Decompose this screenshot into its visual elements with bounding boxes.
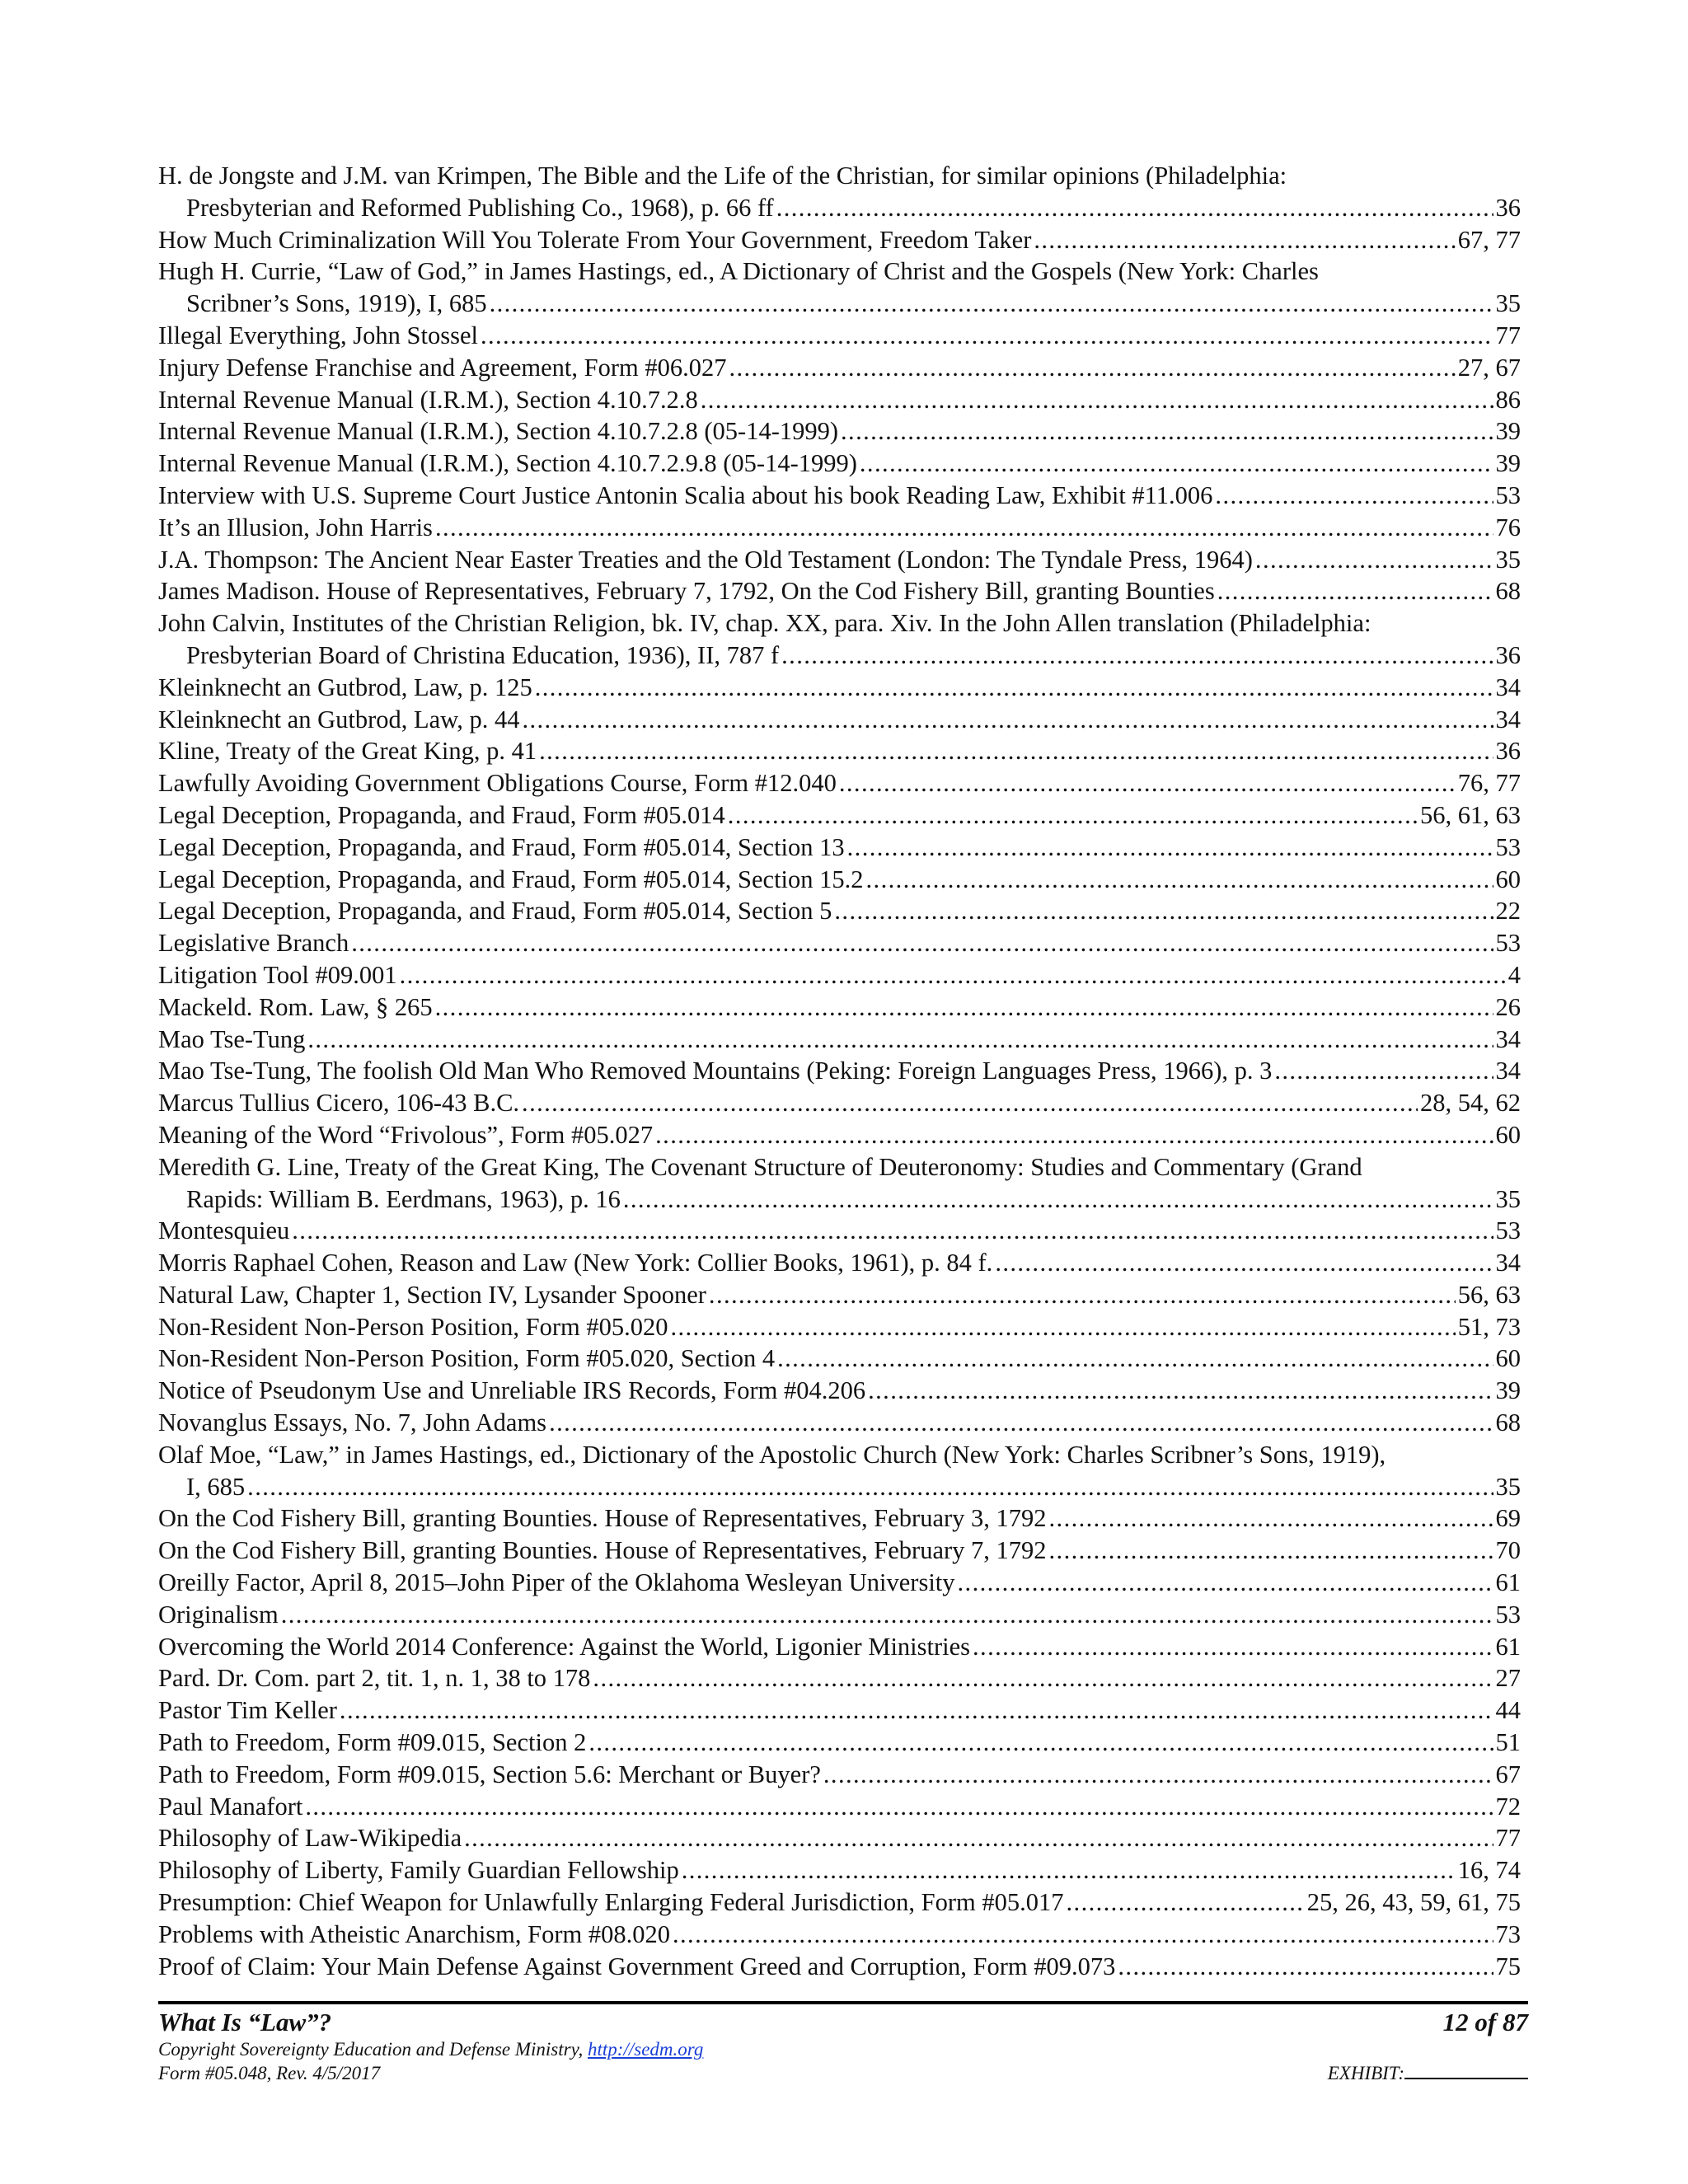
page-number: 12 of 87	[1442, 2008, 1528, 2036]
entry-first-line	[158, 607, 1521, 640]
entry-text: Legal Deception, Propaganda, and Fraud, Form #05.014, Section 13	[158, 832, 845, 861]
entry-page-refs: 36	[1495, 640, 1521, 669]
entry-line	[158, 1822, 1521, 1854]
entry-page-refs: 60	[1495, 1120, 1521, 1149]
entry-text: Marcus Tullius Cicero, 106-43 B.C.	[158, 1089, 520, 1118]
entry-line	[158, 1694, 1521, 1727]
entry-text: Novanglus Essays, No. 7, John Adams	[158, 1408, 547, 1437]
entry-line	[158, 224, 1521, 256]
entry-page-refs: 27	[1495, 1664, 1521, 1693]
dot-leader	[776, 192, 1493, 224]
entry-page-refs: 39	[1495, 417, 1521, 446]
index-entry	[158, 767, 1521, 799]
entry-text: Litigation Tool #09.001	[158, 960, 397, 989]
index-entry	[158, 1791, 1521, 1823]
entry-page-refs: 27, 67	[1457, 353, 1521, 382]
entry-line	[158, 1119, 1521, 1151]
entry-text: Mao Tse-Tung, The foolish Old Man Who Removed Mountains (Peking: Foreign Languages Press, 1966), p. 3	[158, 1057, 1273, 1085]
entry-line	[158, 704, 1521, 736]
entry-text: Morris Raphael Cohen, Reason and Law (New York: Collier Books, 1961), p. 84 f.	[158, 1249, 993, 1277]
index-entry	[158, 160, 1521, 224]
entry-page-refs: 35	[1495, 1472, 1521, 1501]
entry-text: Philosophy of Law-Wikipedia	[158, 1824, 462, 1853]
entry-text: John Calvin, Institutes of the Christian Religion, bk. IV, chap. XX, para. Xiv. In the John Allen translation (Philadelphia:	[158, 609, 1372, 638]
entry-continuation-line	[158, 640, 1521, 672]
entry-text-continued: Presbyterian and Reformed Publishing Co., 1968), p. 66 ff	[186, 193, 774, 222]
entry-page-refs: 76, 77	[1457, 769, 1521, 798]
index-entry	[158, 480, 1521, 512]
index-entry	[158, 320, 1521, 352]
entry-page-refs: 51	[1495, 1728, 1521, 1757]
dot-leader	[281, 1599, 1493, 1631]
index-entry	[158, 1951, 1521, 1983]
entry-page-refs: 75	[1495, 1952, 1521, 1980]
entry-line	[158, 1791, 1521, 1823]
dot-leader	[673, 1919, 1493, 1951]
dot-leader	[728, 799, 1418, 832]
entry-page-refs: 22	[1495, 897, 1521, 926]
entry-text-continued: Scribner’s Sons, 1919), I, 685	[186, 289, 487, 318]
dot-leader	[400, 959, 1506, 991]
entry-continuation-line	[158, 288, 1521, 320]
entry-line	[158, 1567, 1521, 1599]
index-entry	[158, 1215, 1521, 1247]
entry-text: Presumption: Chief Weapon for Unlawfully Enlarging Federal Jurisdiction, Form #05.017	[158, 1888, 1064, 1917]
entry-line	[158, 1727, 1521, 1759]
dot-leader	[307, 1024, 1493, 1056]
entry-first-line	[158, 160, 1521, 192]
entry-continuation-line	[158, 1183, 1521, 1216]
entry-text: Notice of Pseudonym Use and Unreliable IRS Records, Form #04.206	[158, 1376, 866, 1405]
index-entry	[158, 1247, 1521, 1279]
entry-page-refs: 61	[1495, 1568, 1521, 1597]
dot-leader	[1274, 1055, 1493, 1087]
entry-text: It’s an Illusion, John Harris	[158, 513, 433, 541]
exhibit-field	[1328, 2061, 1528, 2085]
entry-line	[158, 832, 1521, 864]
entry-page-refs: 56, 61, 63	[1420, 800, 1521, 829]
index-entry	[158, 575, 1521, 607]
entry-line	[158, 544, 1521, 576]
entry-line	[158, 1375, 1521, 1407]
entry-text: Kleinknecht an Gutbrod, Law, p. 44	[158, 705, 520, 733]
entry-text: Kleinknecht an Gutbrod, Law, p. 125	[158, 673, 532, 701]
entry-text: Paul Manafort	[158, 1792, 303, 1821]
entry-page-refs: 60	[1495, 865, 1521, 893]
dot-leader	[464, 1822, 1493, 1854]
entry-text: Legislative Branch	[158, 929, 349, 958]
entry-page-refs: 16, 74	[1457, 1856, 1521, 1885]
index-entry	[158, 1119, 1521, 1151]
dot-leader	[623, 1183, 1493, 1216]
entry-continuation-line	[158, 192, 1521, 224]
entry-line	[158, 991, 1521, 1024]
entry-line	[158, 415, 1521, 448]
index-entry	[158, 224, 1521, 256]
dot-leader	[340, 1694, 1493, 1727]
dot-leader	[549, 1407, 1493, 1439]
index-entry	[158, 1407, 1521, 1439]
entry-line	[158, 1407, 1521, 1439]
index-entry	[158, 959, 1521, 991]
entry-page-refs: 72	[1495, 1792, 1521, 1821]
dot-leader	[522, 1087, 1418, 1119]
entry-page-refs: 76	[1495, 513, 1521, 541]
entry-text: Oreilly Factor, April 8, 2015–John Piper of the Oklahoma Wesleyan University	[158, 1568, 955, 1597]
entry-page-refs: 86	[1495, 385, 1521, 414]
entry-text: Originalism	[158, 1600, 279, 1629]
entry-text: On the Cod Fishery Bill, granting Bounties. House of Representatives, February 3, 1792	[158, 1504, 1047, 1533]
entry-text: Illegal Everything, John Stossel	[158, 321, 478, 349]
entry-line	[158, 1919, 1521, 1951]
index-entry	[158, 1151, 1521, 1216]
dot-leader	[588, 1727, 1493, 1759]
dot-leader	[1034, 224, 1455, 256]
dot-leader	[539, 735, 1493, 767]
entry-text-continued: Presbyterian Board of Christina Education, 1936), II, 787 f	[186, 640, 780, 669]
dot-leader	[847, 832, 1493, 864]
entry-text: Overcoming the World 2014 Conference: Against the World, Ligonier Ministries	[158, 1632, 971, 1661]
dot-leader	[1049, 1535, 1493, 1567]
entry-first-line	[158, 255, 1521, 288]
index-entry	[158, 512, 1521, 544]
entry-continuation-line	[158, 1471, 1521, 1503]
entry-text: Problems with Atheistic Anarchism, Form #08.020	[158, 1919, 670, 1948]
index-entry	[158, 1502, 1521, 1535]
index-entry	[158, 255, 1521, 320]
entry-page-refs: 61	[1495, 1632, 1521, 1661]
entry-text: Montesquieu	[158, 1216, 290, 1245]
dot-leader	[701, 384, 1493, 416]
entry-line	[158, 1311, 1521, 1343]
dot-leader	[292, 1215, 1493, 1247]
dot-leader	[481, 320, 1493, 352]
index-entry	[158, 1024, 1521, 1056]
entry-text-continued: I, 685	[186, 1472, 246, 1501]
index-entry	[158, 1919, 1521, 1951]
entry-line	[158, 1759, 1521, 1791]
dot-leader	[655, 1119, 1493, 1151]
dot-leader	[522, 704, 1493, 736]
entry-text: James Madison. House of Representatives, February 7, 1792, On the Cod Fishery Bill, granting Bounties	[158, 577, 1215, 606]
index-entry	[158, 448, 1521, 480]
entry-text: Path to Freedom, Form #09.015, Section 2	[158, 1728, 587, 1757]
dot-leader	[535, 672, 1493, 704]
entry-page-refs: 53	[1495, 1216, 1521, 1245]
dot-leader	[958, 1567, 1493, 1599]
entry-text: Internal Revenue Manual (I.R.M.), Section 4.10.7.2.9.8 (05-14-1999)	[158, 449, 857, 478]
index-entry	[158, 1055, 1521, 1087]
entry-line	[158, 1599, 1521, 1631]
entry-line	[158, 1279, 1521, 1311]
entry-page-refs: 51, 73	[1457, 1312, 1521, 1341]
index-entry	[158, 735, 1521, 767]
dot-leader	[709, 1279, 1456, 1311]
index-entry	[158, 704, 1521, 736]
entry-page-refs: 53	[1495, 929, 1521, 958]
entry-line	[158, 864, 1521, 896]
entry-text: Non-Resident Non-Person Position, Form #05.020, Section 4	[158, 1344, 776, 1373]
entry-line	[158, 1951, 1521, 1983]
index-entry	[158, 544, 1521, 576]
entry-line	[158, 1247, 1521, 1279]
entry-line	[158, 1502, 1521, 1535]
entry-line	[158, 799, 1521, 832]
entry-line	[158, 1087, 1521, 1119]
entry-line	[158, 1854, 1521, 1886]
dot-leader	[1255, 544, 1493, 576]
entry-page-refs: 34	[1495, 1057, 1521, 1085]
entry-page-refs: 60	[1495, 1344, 1521, 1373]
entry-line	[158, 1886, 1521, 1919]
dot-leader	[682, 1854, 1456, 1886]
dot-leader	[1217, 575, 1493, 607]
document-title: What Is “Law”?	[158, 2008, 332, 2036]
entry-text: How Much Criminalization Will You Tolerate From Your Government, Freedom Taker	[158, 225, 1032, 254]
entry-line	[158, 1215, 1521, 1247]
form-revision: Form #05.048, Rev. 4/5/2017	[158, 2063, 381, 2083]
entry-text: J.A. Thompson: The Ancient Near Easter Treaties and the Old Testament (London: The Tyndale Press, 1964)	[158, 545, 1253, 574]
index-entry	[158, 607, 1521, 672]
entry-text: Lawfully Avoiding Government Obligations Course, Form #12.040	[158, 769, 837, 798]
dot-leader	[247, 1471, 1493, 1503]
entry-line	[158, 384, 1521, 416]
entry-page-refs: 35	[1495, 545, 1521, 574]
entry-page-refs: 69	[1495, 1504, 1521, 1533]
entry-page-refs: 26	[1495, 992, 1521, 1021]
index-entry	[158, 672, 1521, 704]
entry-page-refs: 34	[1495, 673, 1521, 701]
entry-text: Legal Deception, Propaganda, and Fraud, Form #05.014, Section 15.2	[158, 865, 864, 893]
dot-leader	[823, 1759, 1493, 1791]
index-entry	[158, 1599, 1521, 1631]
index-entry	[158, 1279, 1521, 1311]
entry-line	[158, 575, 1521, 607]
entry-line	[158, 448, 1521, 480]
dot-leader	[868, 1375, 1493, 1407]
entry-line	[158, 1343, 1521, 1375]
entry-text: Meredith G. Line, Treaty of the Great King, The Covenant Structure of Deuteronomy: Studies and Commentary (Grand	[158, 1152, 1362, 1181]
copyright-text: Copyright Sovereignty Education and Defense Ministry,	[158, 2039, 588, 2060]
entry-line	[158, 352, 1521, 384]
entry-text: Injury Defense Franchise and Agreement, Form #06.027	[158, 353, 727, 382]
copyright-line	[158, 2037, 1528, 2061]
dot-leader	[834, 895, 1493, 927]
entry-page-refs: 39	[1495, 1376, 1521, 1405]
entry-text: Legal Deception, Propaganda, and Fraud, Form #05.014	[158, 800, 725, 829]
entry-page-refs: 34	[1495, 705, 1521, 733]
index-entry	[158, 991, 1521, 1024]
index-entry	[158, 799, 1521, 832]
entry-text: Natural Law, Chapter 1, Section IV, Lysander Spooner	[158, 1280, 706, 1309]
entry-text: Path to Freedom, Form #09.015, Section 5.6: Merchant or Buyer?	[158, 1760, 821, 1788]
entry-line	[158, 672, 1521, 704]
entry-line	[158, 320, 1521, 352]
dot-leader	[435, 991, 1493, 1024]
entry-text: Proof of Claim: Your Main Defense Against Government Greed and Corruption, Form #09.073	[158, 1952, 1116, 1980]
index-entry	[158, 352, 1521, 384]
dot-leader	[841, 415, 1493, 448]
entry-page-refs: 36	[1495, 193, 1521, 222]
entry-first-line	[158, 1151, 1521, 1183]
entry-text: Mackeld. Rom. Law, § 265	[158, 992, 433, 1021]
entry-page-refs: 68	[1495, 577, 1521, 606]
entry-page-refs: 53	[1495, 1600, 1521, 1629]
entry-text: Internal Revenue Manual (I.R.M.), Section 4.10.7.2.8 (05-14-1999)	[158, 417, 839, 446]
entry-text: H. de Jongste and J.M. van Krimpen, The Bible and the Life of the Christian, for similar opinions (Philadelphia:	[158, 162, 1287, 190]
dot-leader	[839, 767, 1456, 799]
index-entry	[158, 1311, 1521, 1343]
entry-page-refs: 70	[1495, 1536, 1521, 1565]
index-entry	[158, 1631, 1521, 1663]
dot-leader	[995, 1247, 1493, 1279]
index-entry	[158, 832, 1521, 864]
entry-page-refs: 34	[1495, 1249, 1521, 1277]
entry-text: Non-Resident Non-Person Position, Form #05.020	[158, 1312, 668, 1341]
entry-page-refs: 56, 63	[1457, 1280, 1521, 1309]
entry-line	[158, 1662, 1521, 1694]
entry-page-refs: 73	[1495, 1919, 1521, 1948]
dot-leader	[593, 1662, 1493, 1694]
entry-line	[158, 1055, 1521, 1087]
entry-page-refs: 77	[1495, 1824, 1521, 1853]
dot-leader	[670, 1311, 1455, 1343]
dot-leader	[781, 640, 1493, 672]
index-entry	[158, 1822, 1521, 1854]
dot-leader	[973, 1631, 1493, 1663]
index-list	[158, 160, 1521, 1982]
dot-leader	[866, 864, 1493, 896]
entry-line	[158, 735, 1521, 767]
entry-page-refs: 35	[1495, 289, 1521, 318]
index-entry	[158, 1886, 1521, 1919]
entry-page-refs: 28, 54, 62	[1420, 1089, 1521, 1118]
index-entry	[158, 1343, 1521, 1375]
entry-text: Internal Revenue Manual (I.R.M.), Section 4.10.7.2.8	[158, 385, 698, 414]
entry-page-refs: 67	[1495, 1760, 1521, 1788]
entry-text: Interview with U.S. Supreme Court Justice Antonin Scalia about his book Reading Law, Exhibit #11.006	[158, 480, 1213, 509]
entry-first-line	[158, 1439, 1521, 1471]
entry-page-refs: 53	[1495, 480, 1521, 509]
entry-line	[158, 895, 1521, 927]
entry-text: Mao Tse-Tung	[158, 1024, 306, 1053]
index-entry	[158, 1439, 1521, 1503]
entry-page-refs: 53	[1495, 832, 1521, 861]
index-entry	[158, 1854, 1521, 1886]
entry-line	[158, 767, 1521, 799]
dot-leader	[860, 448, 1493, 480]
entry-line	[158, 1024, 1521, 1056]
index-entry	[158, 895, 1521, 927]
dot-leader	[351, 927, 1493, 959]
dot-leader	[435, 512, 1493, 544]
index-entry	[158, 1087, 1521, 1119]
entry-text: Philosophy of Liberty, Family Guardian Fellowship	[158, 1856, 679, 1885]
entry-page-refs: 36	[1495, 737, 1521, 766]
entry-text: On the Cod Fishery Bill, granting Bounties. House of Representatives, February 7, 1792	[158, 1536, 1047, 1565]
index-entry	[158, 1694, 1521, 1727]
entry-page-refs: 44	[1495, 1696, 1521, 1725]
index-entry	[158, 1375, 1521, 1407]
dot-leader	[777, 1343, 1493, 1375]
entry-text: Olaf Moe, “Law,” in James Hastings, ed., Dictionary of the Apostolic Church (New York: Charles Scribner’s Sons, 1919),	[158, 1440, 1386, 1469]
sedm-link[interactable]: http://sedm.org	[588, 2039, 704, 2060]
entry-text: Legal Deception, Propaganda, and Fraud, Form #05.014, Section 5	[158, 897, 832, 926]
index-entry	[158, 1535, 1521, 1567]
entry-page-refs: 77	[1495, 321, 1521, 349]
index-entry	[158, 1567, 1521, 1599]
entry-text: Hugh H. Currie, “Law of God,” in James Hastings, ed., A Dictionary of Christ and the Gospels (New York: Charles	[158, 257, 1319, 286]
dot-leader	[1215, 480, 1493, 512]
index-entry	[158, 384, 1521, 416]
entry-page-refs: 35	[1495, 1184, 1521, 1213]
index-entry	[158, 1759, 1521, 1791]
dot-leader	[305, 1791, 1493, 1823]
index-entry	[158, 1727, 1521, 1759]
entry-line	[158, 927, 1521, 959]
entry-text: Kline, Treaty of the Great King, p. 41	[158, 737, 537, 766]
dot-leader	[1067, 1886, 1305, 1919]
dot-leader	[1118, 1951, 1493, 1983]
index-entry	[158, 927, 1521, 959]
entry-text: Meaning of the Word “Frivolous”, Form #05.027	[158, 1120, 654, 1149]
dot-leader	[729, 352, 1455, 384]
entry-page-refs: 68	[1495, 1408, 1521, 1437]
exhibit-label: EXHIBIT:	[1327, 2063, 1404, 2083]
dot-leader	[1049, 1502, 1493, 1535]
index-entry	[158, 415, 1521, 448]
entry-text: Pard. Dr. Com. part 2, tit. 1, n. 1, 38 to 178	[158, 1664, 591, 1693]
dot-leader	[490, 288, 1493, 320]
footer-rule	[158, 2001, 1528, 2004]
entry-line	[158, 512, 1521, 544]
exhibit-blank	[1404, 2063, 1528, 2079]
entry-page-refs: 34	[1495, 1024, 1521, 1053]
entry-page-refs: 4	[1507, 960, 1521, 989]
entry-text-continued: Rapids: William B. Eerdmans, 1963), p. 16	[186, 1184, 621, 1213]
entry-page-refs: 25, 26, 43, 59, 61, 75	[1306, 1888, 1521, 1917]
index-entry	[158, 864, 1521, 896]
entry-line	[158, 959, 1521, 991]
entry-line	[158, 1631, 1521, 1663]
page-footer	[158, 2001, 1528, 2085]
entry-text: Pastor Tim Keller	[158, 1696, 337, 1725]
index-entry	[158, 1662, 1521, 1694]
entry-line	[158, 1535, 1521, 1567]
entry-page-refs: 39	[1495, 449, 1521, 478]
entry-line	[158, 480, 1521, 512]
entry-page-refs: 67, 77	[1457, 225, 1521, 254]
